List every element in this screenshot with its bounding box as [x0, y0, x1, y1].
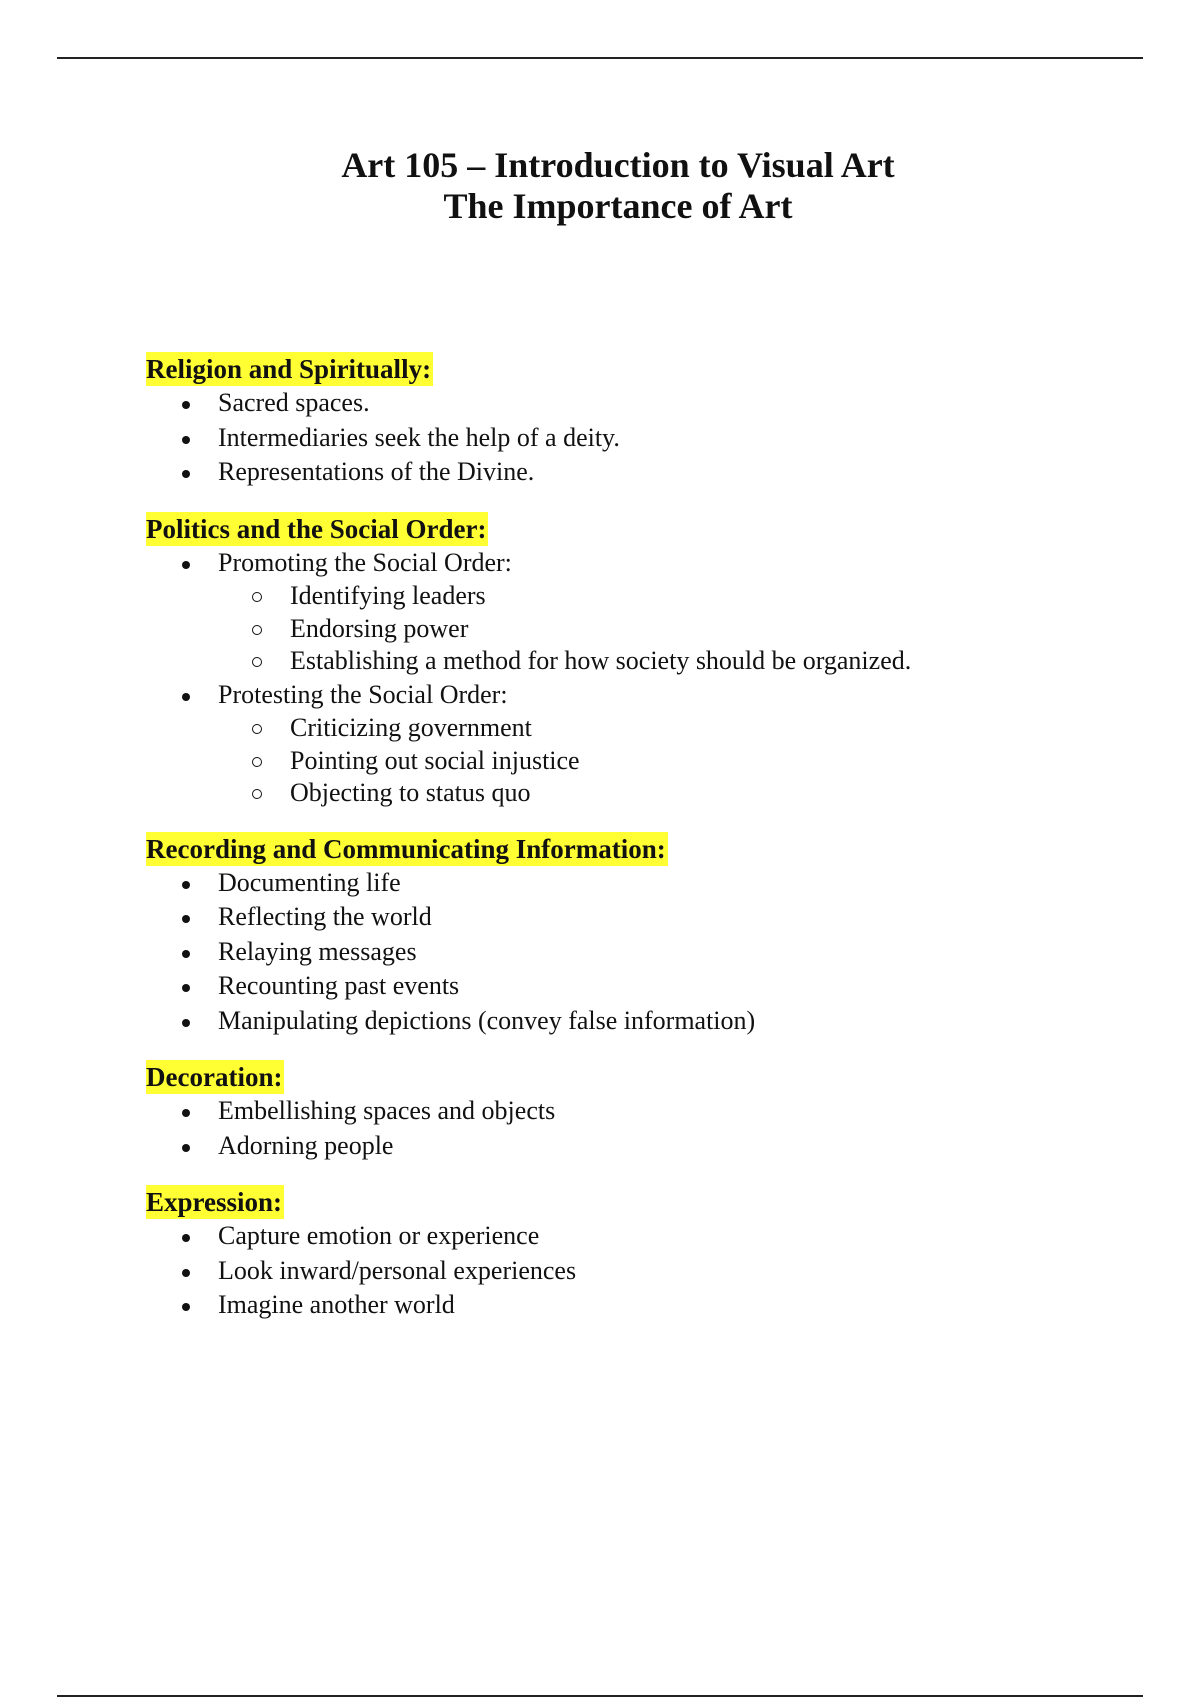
sub-bullet-list [218, 580, 1146, 678]
sub-bullet-text: Objecting to status quo [290, 778, 531, 807]
bullet-list [146, 866, 1146, 1039]
document-body [146, 352, 1146, 1345]
bullet-list [146, 1094, 1146, 1163]
bullet-list [146, 1219, 1146, 1323]
bullet-text: Sacred spaces. [218, 388, 370, 417]
bullet-icon [182, 950, 190, 958]
bullet-text: Protesting the Social Order: [218, 679, 508, 709]
section-heading: Recording and Communicating Information: [146, 833, 666, 864]
bullet-item [146, 1219, 1146, 1254]
section-expression [146, 1185, 1146, 1323]
sub-bullet-text: Identifying leaders [290, 581, 486, 610]
section-heading: Decoration: [146, 1062, 283, 1092]
bullet-item [146, 421, 1146, 456]
bullet-text: Look inward/personal experiences [218, 1255, 577, 1285]
bullet-item [146, 546, 1146, 678]
bullet-item [146, 1129, 1146, 1164]
bullet-text: Embellishing spaces and objects [218, 1096, 556, 1125]
bullet-icon [182, 881, 190, 889]
bullet-icon [182, 1234, 190, 1242]
circle-bullet-icon [252, 724, 262, 734]
top-rule [57, 57, 1143, 59]
section-politics [146, 512, 1146, 810]
sub-bullet-text: Pointing out social injustice [290, 745, 580, 775]
section-religion [146, 352, 1146, 490]
bullet-list [146, 386, 1146, 490]
bullet-icon [182, 401, 190, 409]
bullet-text: Recounting past events [218, 971, 460, 1000]
circle-bullet-icon [252, 625, 262, 635]
bullet-icon [182, 984, 190, 992]
bullet-item [146, 455, 1146, 490]
bullet-item [146, 1254, 1146, 1289]
sub-bullet-list [218, 712, 1146, 810]
bullet-icon [182, 1303, 190, 1311]
bullet-item [146, 1094, 1146, 1129]
sub-bullet-item [218, 580, 1146, 613]
title-line-2: The Importance of Art [443, 186, 793, 226]
bullet-text: Imagine another world [218, 1290, 455, 1319]
sub-bullet-text: Establishing a method for how society should be organized. [290, 646, 912, 675]
bullet-text: Documenting life [218, 867, 401, 897]
bullet-item [146, 935, 1146, 970]
sub-bullet-item [218, 712, 1146, 745]
bullet-icon [182, 1269, 190, 1277]
bullet-icon [182, 561, 190, 569]
section-heading: Expression: [146, 1187, 283, 1217]
circle-bullet-icon [252, 592, 262, 602]
document-title [0, 145, 1200, 227]
section-heading: Religion and Spiritually: [146, 354, 432, 384]
bullet-text: Adorning people [218, 1130, 394, 1160]
section-decoration [146, 1060, 1146, 1163]
bullet-item [146, 866, 1146, 901]
bullet-item [146, 386, 1146, 421]
bullet-text: Capture emotion or experience [218, 1221, 540, 1250]
section-heading: Politics and the Social Order: [146, 513, 487, 544]
bullet-text: Promoting the Social Order: [218, 547, 512, 577]
sub-bullet-item [218, 777, 1146, 810]
sub-bullet-text: Criticizing government [290, 713, 532, 742]
bullet-item [146, 969, 1146, 1004]
bullet-icon [182, 470, 190, 478]
bottom-rule [57, 1695, 1143, 1697]
bullet-text: Intermediaries seek the help of a deity. [218, 422, 620, 452]
bullet-item [146, 1288, 1146, 1323]
bullet-icon [182, 693, 190, 701]
circle-bullet-icon [252, 757, 262, 767]
bullet-list [146, 546, 1146, 810]
bullet-item [146, 1004, 1146, 1039]
bullet-text: Representations of the Divine. [218, 457, 535, 486]
bullet-icon [182, 1144, 190, 1152]
bullet-text: Relaying messages [218, 936, 417, 966]
bullet-text: Reflecting the world [218, 902, 432, 931]
circle-bullet-icon [252, 789, 262, 799]
bullet-icon [182, 436, 190, 444]
bullet-icon [182, 1109, 190, 1117]
bullet-text: Manipulating depictions (convey false information) [218, 1005, 756, 1035]
bullet-icon [182, 1019, 190, 1027]
sub-bullet-item [218, 645, 1146, 678]
sub-bullet-text: Endorsing power [290, 613, 469, 643]
title-line-1: Art 105 – Introduction to Visual Art [341, 145, 895, 185]
bullet-icon [182, 915, 190, 923]
sub-bullet-item [218, 613, 1146, 646]
circle-bullet-icon [252, 657, 262, 667]
section-recording [146, 832, 1146, 1039]
bullet-item [146, 900, 1146, 935]
sub-bullet-item [218, 745, 1146, 778]
bullet-item [146, 678, 1146, 810]
